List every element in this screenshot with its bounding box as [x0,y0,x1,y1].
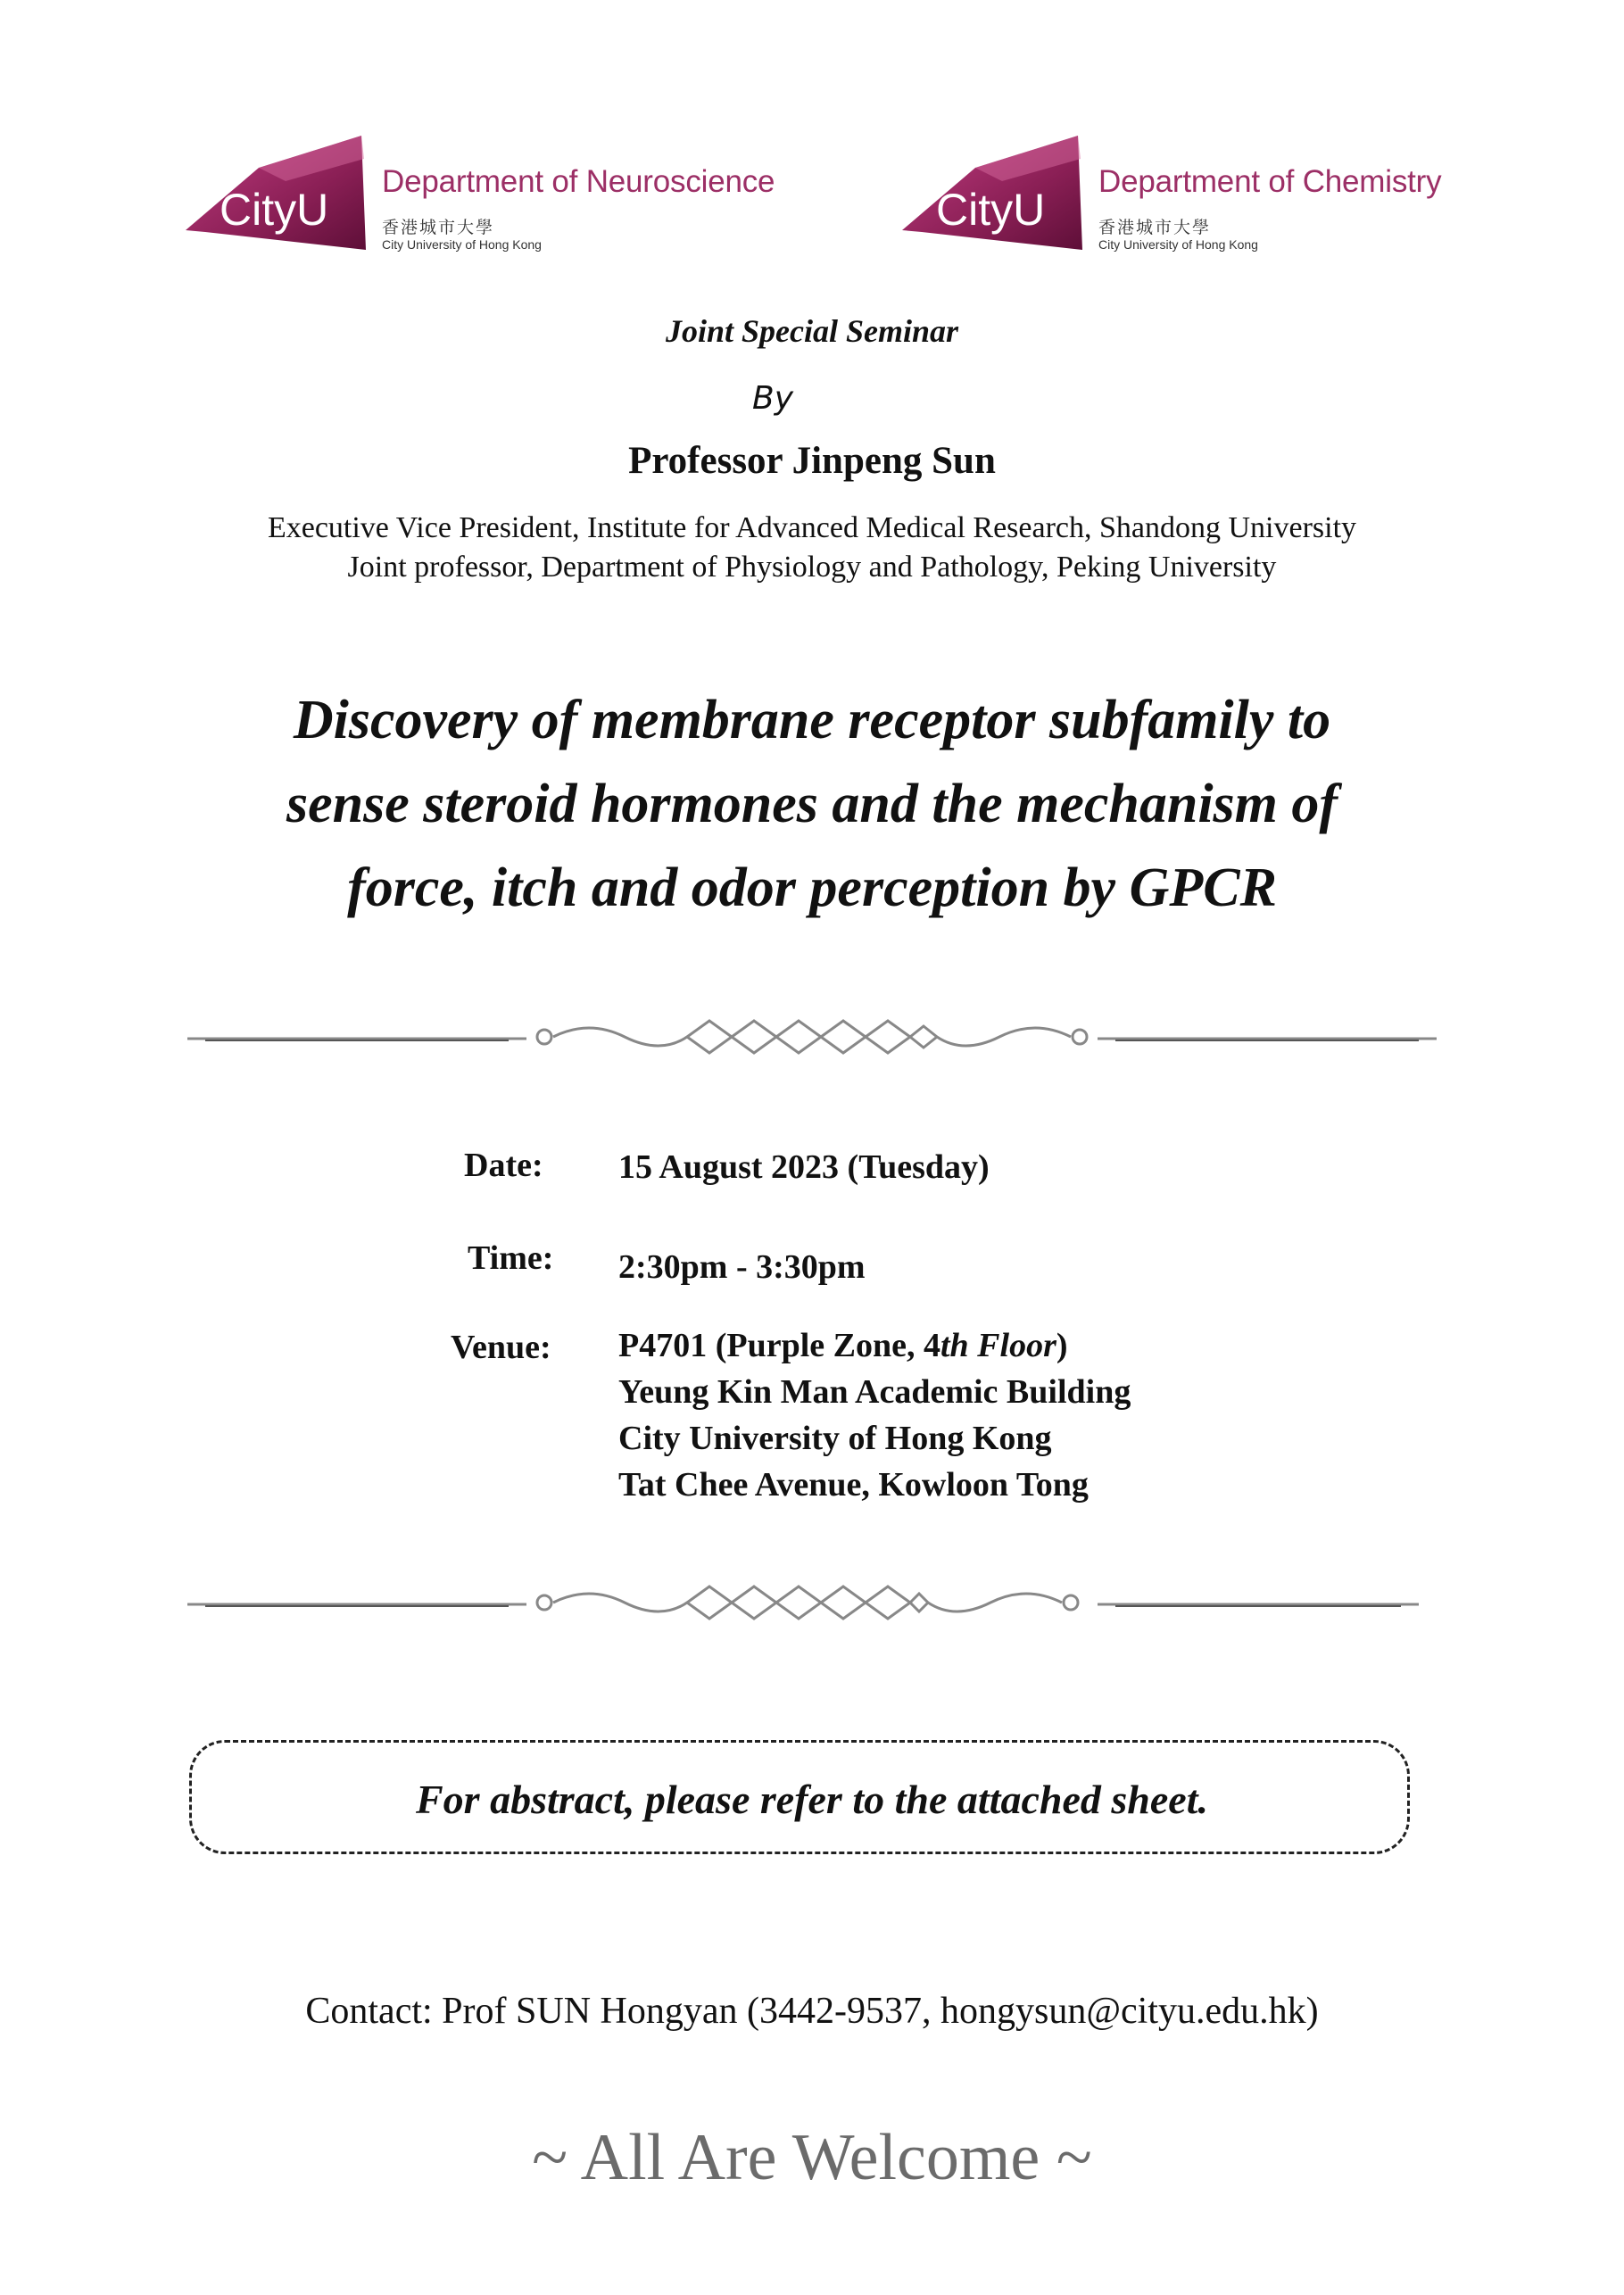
logo-chemistry [895,132,1537,257]
ornamental-divider-icon [187,1010,1437,1064]
talk-title-line: force, itch and odor perception by GPCR [347,858,1277,918]
logo-mark-text: CityU [220,185,329,235]
university-english-name: City University of Hong Kong [382,237,542,252]
seminar-type: Joint Special Seminar [665,313,959,349]
venue-line-2: Yeung Kin Man Academic Building [618,1373,1131,1411]
time-label: Time: [468,1239,554,1277]
date-value: 15 August 2023 (Tuesday) [618,1148,990,1186]
logo-mark-text: CityU [936,185,1046,235]
time-value: 2:30pm - 3:30pm [618,1248,866,1286]
by-label: By [752,380,794,417]
speaker-name: Professor Jinpeng Sun [628,440,996,482]
abstract-note: For abstract, please refer to the attached sheet. [416,1777,1208,1822]
venue-line-1: P4701 (Purple Zone, 4th Floor) [618,1327,1068,1364]
ornamental-divider-icon [187,1576,1437,1629]
logo-neuroscience [178,132,821,257]
university-english-name: City University of Hong Kong [1098,237,1258,252]
venue-line-4: Tat Chee Avenue, Kowloon Tong [618,1466,1089,1504]
cityu-logo-icon [895,132,1091,257]
department-name: Department of Chemistry [1098,164,1442,199]
cityu-logo-icon [178,132,375,257]
talk-title-line: sense steroid hormones and the mechanism of [286,774,1338,834]
speaker-affiliation-2: Joint professor, Department of Physiology and Pathology, Peking University [347,551,1277,584]
university-chinese-name: 香港城市大學 [1098,218,1212,237]
department-name: Department of Neuroscience [382,164,775,199]
university-chinese-name: 香港城市大學 [382,218,495,237]
venue-label: Venue: [451,1329,551,1366]
speaker-affiliation-1: Executive Vice President, Institute for Advanced Medical Research, Shandong University [267,511,1357,544]
venue-line-3: City University of Hong Kong [618,1420,1052,1457]
talk-title-line: Discovery of membrane receptor subfamily to [293,690,1331,750]
date-label: Date: [464,1147,543,1184]
welcome-message: ~ All Are Welcome ~ [532,2121,1092,2194]
talk-title [178,678,1446,930]
contact-info: Contact: Prof SUN Hongyan (3442-9537, hongysun@cityu.edu.hk) [305,1991,1319,2032]
